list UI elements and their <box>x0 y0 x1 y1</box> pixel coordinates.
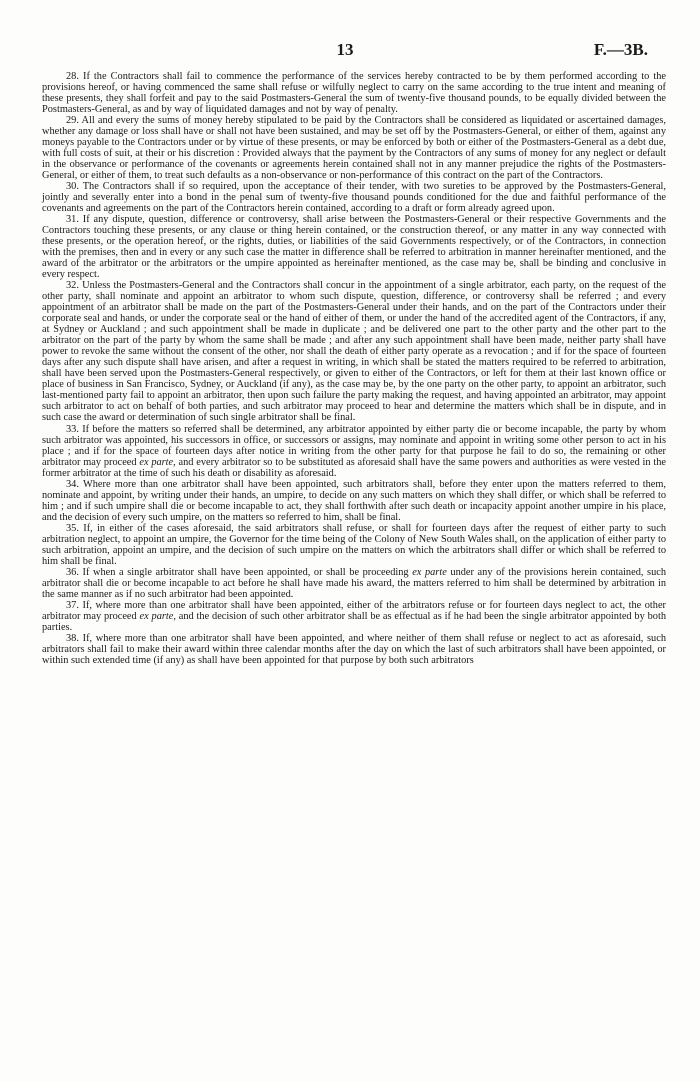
paragraph-31: 31. If any dispute, question, difference or controversy, shall arise between the Postmasters-General or their respective Governments and the Contractors touching these presents, or any clause or thing herein contained, or the construction thereof, or any matter in any way connected with these presents, or the operation hereof, or the rights, duties, or liabilities of the said Governments respectively, or of the Contractors, in connection with the premises, then and in every or any such case the matter in difference shall be referred to arbitration in manner hereinafter mentioned, and the award of the arbitrator or the arbitrators or the umpire appointed as hereinafter mentioned, as the case may be, shall be binding and conclusive in every respect. <box>42 214 666 281</box>
page-header <box>42 40 648 62</box>
paragraph-35: 35. If, in either of the cases aforesaid, the said arbitrators shall refuse, or shall for fourteen days after the request of either party to such arbitration neglect, to appoint an umpire, the Governor for the time being of the Colony of New South Wales shall, on the application of either party to such arbitration, appoint an umpire, and the decision of such umpire on the matters on which the arbitrators shall differ or which shall be referred to him shall be final. <box>42 522 666 567</box>
document-reference: F.—3B. <box>593 40 648 59</box>
paragraph-29: 29. All and every the sums of money hereby stipulated to be paid by the Contractors shall be considered as liquidated or ascertained damages, whether any damage or loss shall have or shall not have been sustained, and may be set off by the Postmasters-General, or either of them, against any moneys payable to the Contractors under or by virtue of these presents, or may be enforced by both or either of the Postmasters-General as a debt due, with full costs of suit, at their or his discretion : Provided always that the payment by the Contractors of any sums of money for any neglect or default in the observance or performance of the covenants or agreements herein contained shall not in any manner prejudice the rights of the Postmasters-General, or either of them, to treat such defaults as a non-observance or non-performance of this contract on the part of the Contractors. <box>42 115 666 182</box>
paragraph-28: 28. If the Contractors shall fail to commence the performance of the services hereby contracted to be by them performed according to the provisions hereof, or having commenced the same shall refuse or wilfully neglect to carry on the same according to the true intent and meaning of these presents, they shall forfeit and pay to the said Postmasters-General the sum of twenty-five thousand pounds, to be equally divided between the Postmasters-General, as and by way of liquidated damages and not by way of penalty. <box>42 71 666 116</box>
paragraph-37: 37. If, where more than one arbitrator shall have been appointed, either of the arbitrators refuse or for fourteen days neglect to act, the other arbitrator may proceed ex parte, and the decision of such other arbitrator shall be as effectual as if he had been the single arbitrator appointed by both parties. <box>42 599 666 633</box>
paragraph-30: 30. The Contractors shall if so required, upon the acceptance of their tender, with two sureties to be approved by the Postmasters-General, jointly and severally enter into a bond in the penal sum of twenty-five thousand pounds conditioned for the due and faithful performance of the covenants and agreements on the part of the Contractors herein contained, according to a draft or form already agreed upon. <box>42 181 666 215</box>
paragraph-38: 38. If, where more than one arbitrator shall have been appointed, and where neither of them shall refuse or neglect to act as aforesaid, such arbitrators shall fail to make their award within three calendar months after the day on which the last of such arbitrators shall have been appointed, or within such extended time (if any) as shall have been appointed for that purpose by both such arbitrators <box>42 632 666 666</box>
paragraph-34: 34. Where more than one arbitrator shall have been appointed, such arbitrators shall, before they enter upon the matters referred to them, nominate and appoint, by writing under their hands, an umpire, to decide on any such matters on which they shall differ, or which shall be referred to him ; and if such umpire shall die or become incapable to act, they shall forthwith after such death or incapacity appoint another umpire in his place, and the decision of every such umpire, on the matters so referred to him, shall be final. <box>42 478 667 523</box>
page-number: 13 <box>336 40 354 59</box>
document-body <box>42 71 666 666</box>
paragraph-33: 33. If before the matters so referred shall be determined, any arbitrator appointed by either party die or become incapable, the party by whom such arbitrator was appointed, his successors in office, or successors or assigns, may nominate and appoint in writing some other person to act in his place ; and if for the space of fourteen days after notice in writing from the other party for that purpose he fail to do so, the remaining or other arbitrator may proceed ex parte, and every arbitrator so to be substituted as aforesaid shall have the same powers and authorities as were vested in the former arbitrator at the time of such his death or disability as aforesaid. <box>42 423 667 479</box>
paragraph-36: 36. If when a single arbitrator shall have been appointed, or shall be proceeding ex parte under any of the provisions herein contained, such arbitrator shall die or become incapable to act before he shall have made his award, the matters referred to him shall be determined by arbitration in the same manner as if no such arbitrator had been appointed. <box>42 566 667 600</box>
paragraph-32: 32. Unless the Postmasters-General and the Contractors shall concur in the appointment of a single arbitrator, each party, on the request of the other party, shall nominate and appoint an arbitrator to whom such dispute, question, difference, or controversy shall be referred ; and every appointment of an arbitrator shall be made on the part of the Postmasters-General under their hands, and on the part of the Contractors under their corporate seal and hands, or under the corporate seal or the hand of either of them, or under the hand of the accredited agent of the Contractors, if any, at Sydney or Auckland ; and such appointment shall be made in duplicate ; and be delivered one part to the other party and the other part to the arbitrator on the part of the party by whom the same shall be made ; and after any such appointment shall have been made, neither party shall have power to revoke the same without the consent of the other, nor shall the death of either party operate as a revocation ; and if for the space of fourteen days after any such dispute shall have arisen, and after a request in writing, in which shall be stated the matters required to be referred to arbitration, shall have been served upon the Postmasters-General respectively, or given to either of the Contractors, or left for them at their last known office or place of business in San Francisco, Sydney, or Auckland (if any), as the case may be, by the one party on the other party, to appoint an arbitrator, such last-mentioned party fail to appoint an arbitrator, then upon such failure the party making the request, and having appointed an arbitrator, may appoint such arbitrator to act on behalf of both parties, and such arbitrator may proceed to hear and determine the matters which shall be in dispute, and in such case the award or determination of such single arbitrator shall be final. <box>42 280 666 424</box>
